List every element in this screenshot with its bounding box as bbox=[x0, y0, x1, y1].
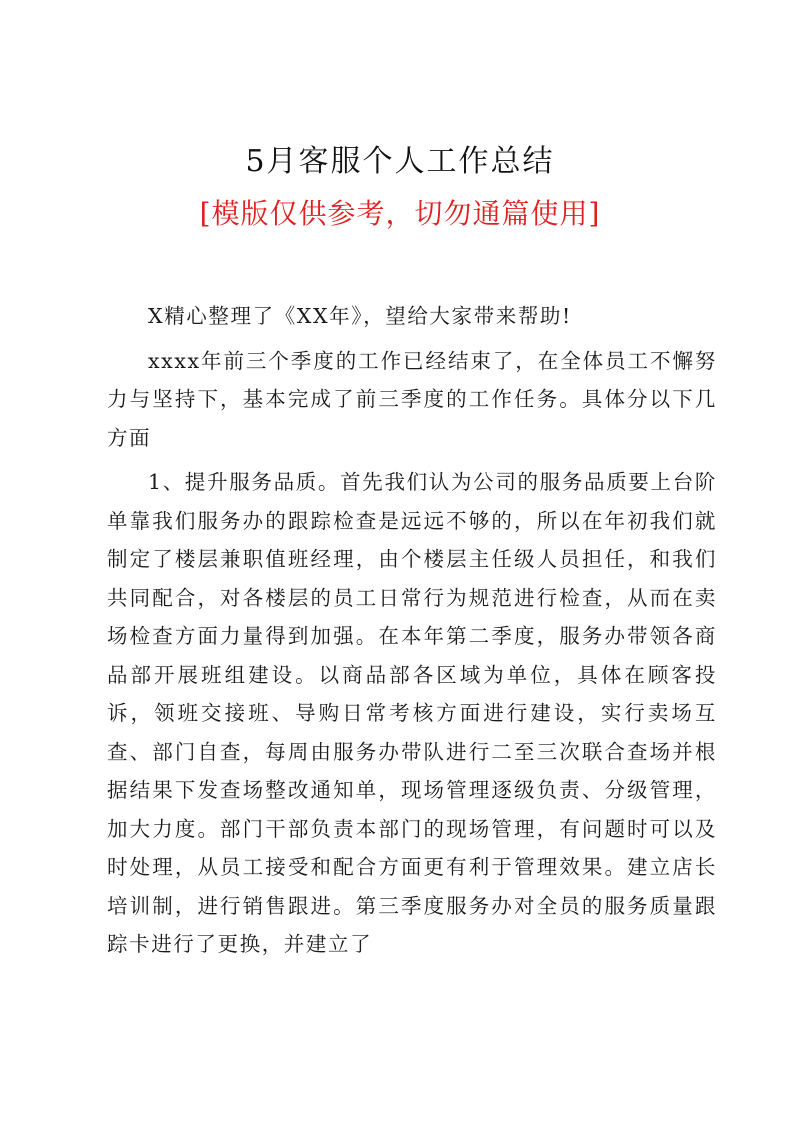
document-title: 5月客服个人工作总结 bbox=[245, 144, 555, 179]
intro-paragraph: X精心整理了《XX年》，望给大家带来帮助! bbox=[148, 304, 572, 328]
service-quality-paragraph: 1、提升服务品质。首先我们认为公司的服务品质要上台阶单靠我们服务办的跟踪检查是远远不够的，所以在年初我们就制定了楼层兼职值班经理，由个楼层主任级人员担任，和我们共同配合，对各楼层的员工日常行为规范进行检查，从而在卖场检查方面力量得到加强。在本年第二季度，服务办带领各商品部开展班组建设。以商品部各区域为单位，具体在顾客投诉，领班交接班、导购日常考核方面进行建设，实行卖场互查、部门自查，每周由服务办带队进行二至三次联合查场并根据结果下发查场整改通知单，现场管理逐级负责、分级管理，加大力度。部门干部负责本部门的现场管理，有问题时可以及时处理，从员工接受和配合方面更有利于管理效果。建立店长培训制，进行销售跟进。第三季度服务办对全员的服务质量跟踪卡进行了更换，并建立了 bbox=[107, 470, 717, 956]
template-notice: [模版仅供参考，切勿通篇使用] bbox=[199, 197, 601, 230]
document-body bbox=[107, 297, 717, 970]
summary-paragraph: xxxx年前三个季度的工作已经结束了，在全体员工不懈努力与坚持下，基本完成了前三季度的工作任务。具体分以下几方面 bbox=[107, 348, 717, 450]
